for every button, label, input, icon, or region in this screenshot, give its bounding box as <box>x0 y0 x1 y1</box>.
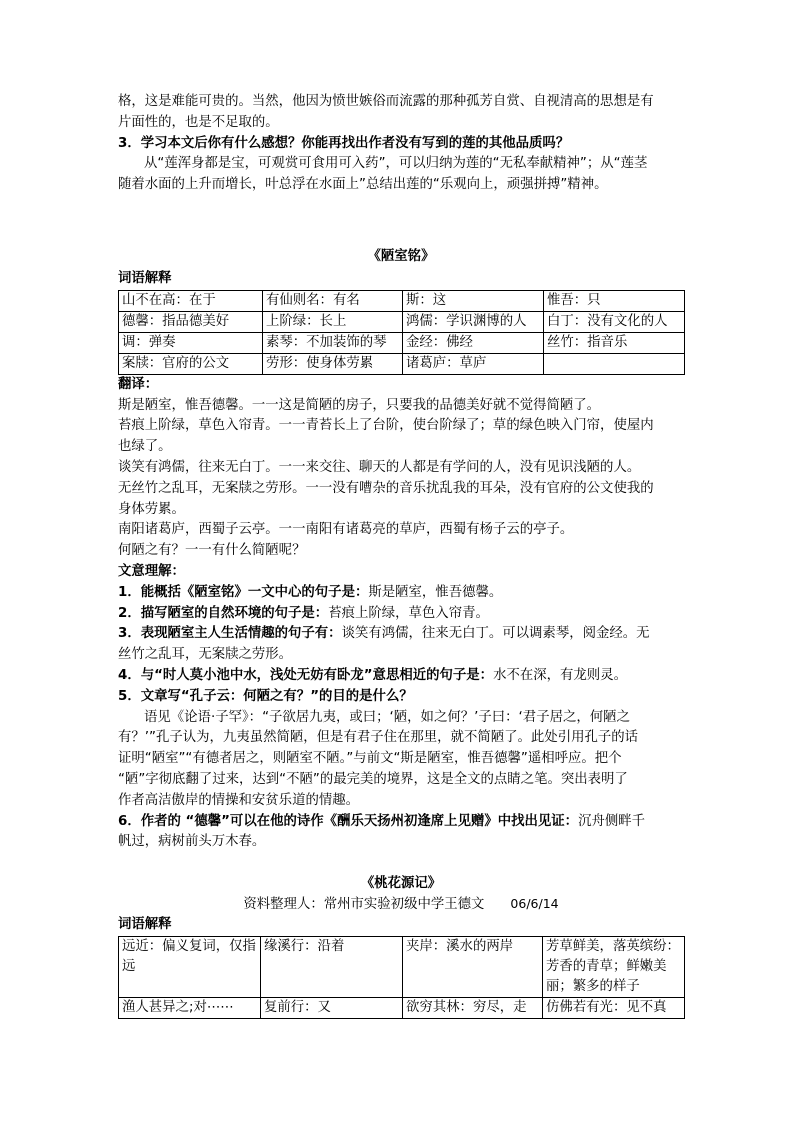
question-text: 1．能概括《陋室铭》一文中心的句子是： <box>118 584 369 600</box>
table-cell: 调：弹奏 <box>119 332 263 353</box>
table-cell: 仿佛若有光：见不真 <box>543 997 685 1018</box>
table-row <box>119 353 685 374</box>
answer-text: 苔痕上阶绿，草色入帘青。 <box>328 605 489 621</box>
table-cell: 金经：佛经 <box>403 332 544 353</box>
translation-line: 何陋之有？一一有什么简陋呢？ <box>118 543 306 559</box>
answer-line: 有？’”孔子认为，九夷虽然简陋，但是有君子住在那里，就不简陋了。此处引用孔子的话 <box>118 730 639 746</box>
answer-3-line: 从“莲浑身都是宝，可观赏可食用可入药”，可以归纳为莲的“无私奉献精神”；从“莲茎 <box>144 156 648 172</box>
table-cell: 上阶绿：长上 <box>263 311 403 332</box>
answer-line: 帆过，病树前头万木春。 <box>118 834 266 850</box>
table-cell: 有仙则名：有名 <box>263 290 403 311</box>
vocab-table-loushiming <box>118 290 685 375</box>
table-cell: 缘溪行：沿着 <box>261 936 403 997</box>
question-text: 2．描写陋室的自然环境的句子是： <box>118 605 329 621</box>
intro-line: 格，这是难能可贵的。当然，他因为愤世嫉俗而流露的那种孤芳自赏、自视清高的思想是有 <box>118 94 654 109</box>
understanding-item-2 <box>118 604 684 625</box>
table-cell: 案牍：官府的公文 <box>119 353 263 374</box>
answer-line: “陋”字彻底翻了过来，达到“不陋”的最完美的境界，这是全文的点睛之笔。突出表明了 <box>118 771 628 787</box>
translation-line: 也绿了。 <box>118 439 172 455</box>
compile-date: 06/6/14 <box>510 896 559 912</box>
table-cell: 斯：这 <box>403 290 544 311</box>
answer-line: 丝竹之乱耳，无案牍之劳形。 <box>118 647 293 663</box>
vocab-heading: 词语解释 <box>118 917 172 933</box>
vocab-heading: 词语解释 <box>118 270 172 286</box>
understanding-item-4 <box>118 666 684 687</box>
table-cell: 远近：偏义复词，仅指远 <box>119 936 261 997</box>
table-cell: 山不在高：在于 <box>119 290 263 311</box>
table-cell: 素琴：不加装饰的琴 <box>263 332 403 353</box>
translation-line: 南阳诸葛庐，西蜀子云亭。一一南阳有诸葛亮的草庐，西蜀有杨子云的亭子。 <box>118 522 574 538</box>
table-cell <box>544 353 685 374</box>
table-cell: 芳草鲜美，落英缤纷：芳香的青草；鲜嫩美丽；繁多的样子 <box>543 936 685 997</box>
section-title-taohuayuan: 《桃花源记》 <box>360 876 442 892</box>
understanding-item-5: 5．文章写“孔子云：何陋之有？”的目的是什么？ <box>118 688 413 704</box>
table-row <box>119 936 685 997</box>
understanding-item-1 <box>118 583 684 604</box>
table-row <box>119 997 685 1018</box>
compiler-line <box>118 894 684 915</box>
table-cell: 夹岸：溪水的两岸 <box>403 936 543 997</box>
table-cell: 劳形：使身体劳累 <box>263 353 403 374</box>
question-text: 3．表现陋室主人生活情趣的句子有： <box>118 626 342 642</box>
table-cell: 白丁：没有文化的人 <box>544 311 685 332</box>
question-text: 6．作者的 “德馨”可以在他的诗作《酬乐天扬州初逢席上见赠》中找出见证： <box>118 813 579 829</box>
table-row <box>119 311 685 332</box>
answer-line: 证明“陋室”“有德者居之，则陋室不陋。”与前文“斯是陋室，惟吾德馨”遥相呼应。把个 <box>118 751 622 767</box>
table-row <box>119 332 685 353</box>
understanding-item-6 <box>118 812 684 833</box>
table-cell: 渔人甚异之;对⋯⋯ <box>119 997 261 1018</box>
compiler-name: 资料整理人：常州市实验初级中学王德文 <box>243 897 485 913</box>
answer-text: 沉舟侧畔千 <box>578 813 646 829</box>
translation-line: 身体劳累。 <box>118 501 185 517</box>
translation-heading: 翻译： <box>118 376 159 392</box>
intro-line: 片面性的，也是不足取的。 <box>118 114 279 130</box>
table-cell: 欲穷其林：穷尽，走 <box>403 997 543 1018</box>
document-page <box>118 92 684 1019</box>
answer-line: 作者高洁傲岸的情操和安贫乐道的情趣。 <box>118 792 360 808</box>
table-row <box>119 290 685 311</box>
table-cell: 德馨：指品德美好 <box>119 311 263 332</box>
translation-line: 苔痕上阶绿，草色入帘青。一一青苔长上了台阶，使台阶绿了；草的绿色映入门帘，使屋内 <box>118 418 654 434</box>
table-cell: 惟吾：只 <box>544 290 685 311</box>
answer-text: 水不在深，有龙则灵。 <box>493 667 627 683</box>
answer-line: 语见《论语·子罕》：“子欲居九夷，或曰；‘陋，如之何？’子曰：‘君子居之，何陋之 <box>144 709 630 725</box>
vocab-table-taohuayuan <box>118 936 685 1019</box>
question-text: 4．与“时人莫小池中水，浅处无妨有卧龙”意思相近的句子是： <box>118 667 494 683</box>
question-3: 3．学习本文后你有什么感想？你能再找出作者没有写到的莲的其他品质吗？ <box>118 135 570 151</box>
section-title-loushiming: 《陋室铭》 <box>367 248 435 264</box>
table-cell: 诸葛庐：草庐 <box>403 353 544 374</box>
translation-line: 斯是陋室，惟吾德馨。一一这是简陋的房子，只要我的品德美好就不觉得简陋了。 <box>118 397 601 413</box>
understanding-heading: 文意理解： <box>118 563 185 579</box>
translation-line: 谈笑有鸿儒，往来无白丁。一一来交往、聊天的人都是有学问的人，没有见识浅陋的人。 <box>118 459 641 475</box>
table-cell: 丝竹：指音乐 <box>544 332 685 353</box>
table-cell: 鸿儒：学识渊博的人 <box>403 311 544 332</box>
table-cell: 复前行：又 <box>261 997 403 1018</box>
answer-text: 谈笑有鸿儒，往来无白丁。可以调素琴，阅金经。无 <box>341 626 650 642</box>
answer-text: 斯是陋室，惟吾德馨。 <box>368 584 503 600</box>
translation-line: 无丝竹之乱耳，无案牍之劳形。一一没有嘈杂的音乐扰乱我的耳朵，没有官府的公文使我的 <box>118 480 654 496</box>
understanding-item-3 <box>118 624 684 645</box>
answer-3-line: 随着水面的上升而增长，叶总浮在水面上”总结出莲的“乐观向上，顽强拼搏”精神。 <box>118 177 608 193</box>
